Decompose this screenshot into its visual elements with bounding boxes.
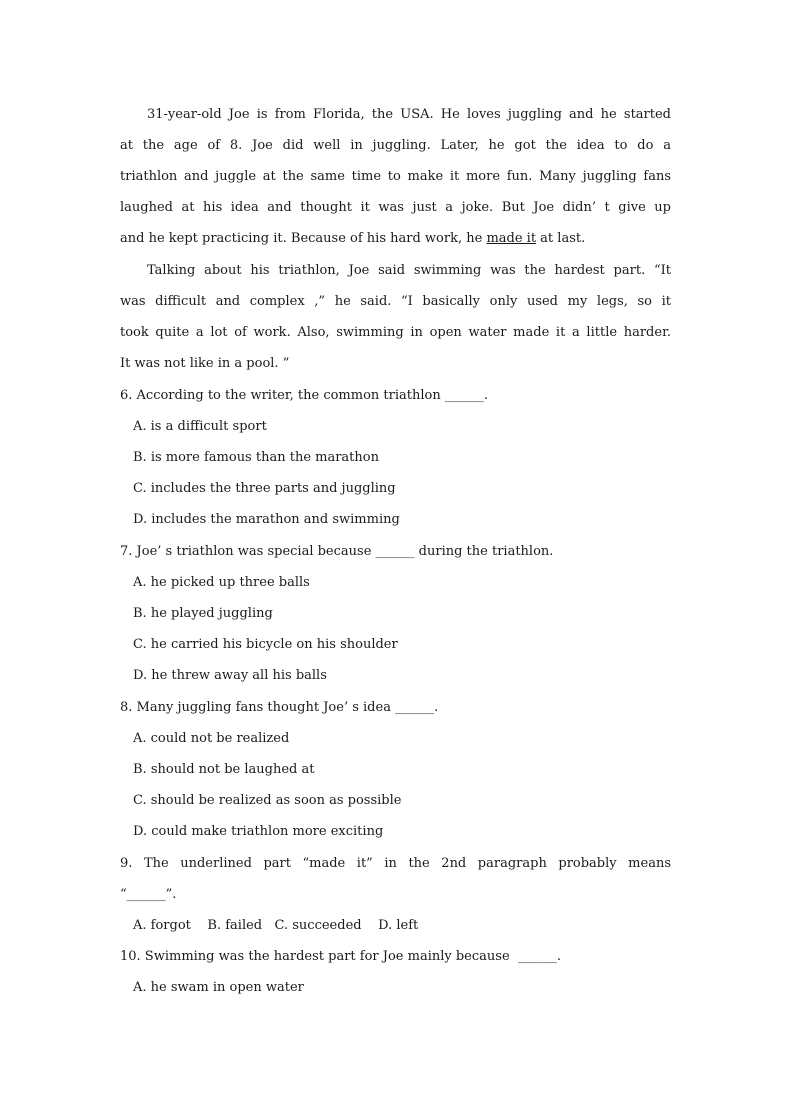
answer-option: B. is more famous than the marathon xyxy=(133,450,379,465)
answer-option: B. he played juggling xyxy=(133,606,273,621)
passage-line: laughed at his idea and thought it was just a joke. But Joe didn’ t give up xyxy=(120,200,671,215)
question-stem: 8. Many juggling fans thought Joe’ s idea ______. xyxy=(120,700,439,715)
answer-option: C. includes the three parts and juggling xyxy=(133,481,396,496)
passage-line xyxy=(120,229,671,249)
question-stem-continued: “______”. xyxy=(120,887,177,902)
answer-option: D. could make triathlon more exciting xyxy=(133,824,384,839)
answer-option: C. he carried his bicycle on his shoulder xyxy=(133,637,398,652)
passage-line: at the age of 8. Joe did well in juggling. Later, he got the idea to do a xyxy=(120,138,671,153)
answer-option: A. could not be realized xyxy=(133,731,290,746)
passage-line: was difficult and complex ,” he said. “I basically only used my legs, so it xyxy=(120,294,671,309)
answer-option: D. includes the marathon and swimming xyxy=(133,512,400,527)
answer-options-inline: A. forgot B. failed C. succeeded D. left xyxy=(133,918,419,933)
answer-option: B. should not be laughed at xyxy=(133,762,315,777)
answer-option: D. he threw away all his balls xyxy=(133,668,327,683)
answer-option: A. he picked up three balls xyxy=(133,575,310,590)
question-stem: 10. Swimming was the hardest part for Joe mainly because ______. xyxy=(120,949,562,964)
question-stem: 7. Joe’ s triathlon was special because ______ during the triathlon. xyxy=(120,544,554,559)
passage-text: and he kept practicing it. Because of his hard work, he xyxy=(120,231,487,246)
answer-option: A. is a difficult sport xyxy=(133,419,267,434)
question-stem: 9. The underlined part “made it” in the 2nd paragraph probably means xyxy=(120,856,671,871)
passage-line: triathlon and juggle at the same time to make it more fun. Many juggling fans xyxy=(120,169,671,184)
question-stem: 6. According to the writer, the common triathlon ______. xyxy=(120,388,488,403)
answer-option: C. should be realized as soon as possible xyxy=(133,793,402,808)
underlined-phrase: made it xyxy=(486,231,537,246)
answer-option: A. he swam in open water xyxy=(133,980,304,995)
passage-line: took quite a lot of work. Also, swimming in open water made it a little harder. xyxy=(120,325,671,340)
passage-line: Talking about his triathlon, Joe said swimming was the hardest part. “It xyxy=(147,263,671,278)
passage-line: It was not like in a pool. ” xyxy=(120,356,290,371)
passage-line: 31-year-old Joe is from Florida, the USA. He loves juggling and he started xyxy=(147,107,671,122)
passage-text: at last. xyxy=(536,231,586,246)
